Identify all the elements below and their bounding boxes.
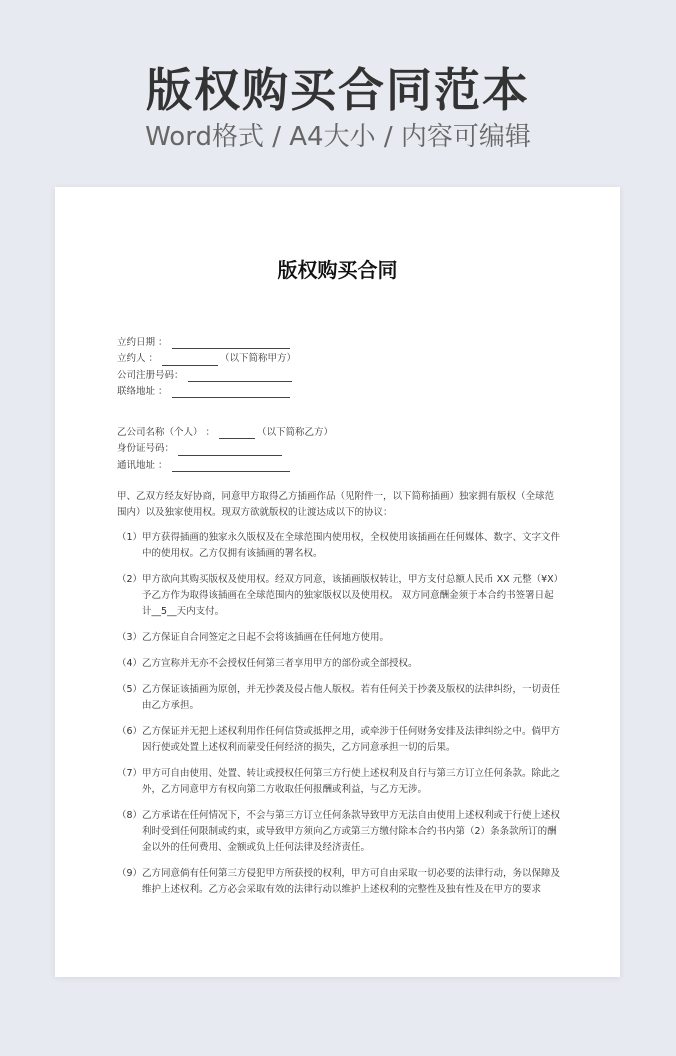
clause-number: （2） [117, 574, 143, 585]
clause-text: 乙方保证自合同签定之日起不会将该插画在任何地方使用。 [142, 632, 390, 643]
clause-number: （7） [117, 768, 143, 779]
banner-title: 版权购买合同范本 [146, 63, 530, 117]
field-blank [162, 355, 218, 366]
clause-item [117, 866, 563, 898]
field-label: 联络地址 ： [117, 385, 168, 397]
field-blank [172, 338, 290, 349]
clause-item [117, 530, 563, 562]
clause-item [117, 630, 563, 646]
field-blank [172, 461, 290, 472]
field-row-registration-number [117, 368, 296, 384]
field-row-signing-date [117, 335, 296, 351]
clause-text: 甲方获得插画的独家永久版权及在全球范围内使用权，全权使用该插画在任何媒体、数字、文字文件中的使用权。乙方仅拥有该插画的署名权。 [142, 532, 561, 559]
clause-text: 乙方保证该插画为原创，并无抄袭及侵占他人版权。若有任何关于抄袭及版权的法律纠纷，一切责任由乙方承担。 [142, 684, 561, 711]
field-label: 身份证号码： [117, 443, 175, 455]
field-row-contact-address [117, 384, 296, 400]
clause-item [117, 572, 563, 620]
clause-text: 甲方可自由使用、处置、转让或授权任何第三方行使上述权利及自行与第三方订立任何条款。除此之外，乙方同意甲方有权向第二方收取任何报酬或利益，与乙方无涉。 [142, 768, 561, 795]
field-blank [178, 445, 282, 456]
field-row-id-number [117, 441, 333, 457]
field-label: 通讯地址 ： [117, 459, 168, 471]
clause-number: （8） [117, 810, 143, 821]
party-a-fields [117, 335, 296, 400]
clause-item [117, 682, 563, 714]
clause-text: 乙方同意倘有任何第三方侵犯甲方所获授的权利，甲方可自由采取一切必要的法律行动，务以保障及维护上述权利。乙方必会采取有效的法律行动以维护上述权利的完整性及独有性及在甲方的要求 [142, 868, 561, 895]
intro-paragraph: 甲、乙双方经友好协商，同意甲方取得乙方插画作品（见附件一，以下简称插画）独家拥有版权（全球范围内）以及独家使用权。现双方欲就版权的让渡达成以下的协议： [117, 491, 555, 518]
field-suffix: （以下简称乙方） [257, 427, 334, 438]
clause-number: （4） [117, 658, 143, 669]
clause-item [117, 766, 563, 798]
document-title: 版权购买合同 [277, 258, 398, 282]
party-b-fields [117, 425, 333, 474]
field-suffix: （以下简称甲方） [220, 353, 297, 365]
clause-number: （9） [117, 868, 143, 879]
field-label: 乙公司名称（个人） ： [117, 427, 216, 438]
clause-text: 甲方欲向其购买版权及使用权。经双方同意，该插画版权转让，甲方支付总额人民币 XX 元整（¥X）予乙方作为取得该插画在全球范围内的独家版权以及使用权。 双方同意酬金须于本合约书签署日起计__5__天内支付。 [142, 574, 559, 617]
field-row-party-a [117, 351, 296, 367]
field-blank [172, 387, 290, 398]
field-row-mailing-address [117, 458, 333, 474]
clause-text: 乙方保证并无把上述权利用作任何信贷或抵押之用，或牵涉于任何财务安排及法律纠纷之中。倘甲方因行使或处置上述权利而蒙受任何经济的损失，乙方同意承担一切的后果。 [142, 726, 561, 753]
field-blank [188, 371, 292, 382]
field-label: 公司注册号码： [117, 369, 184, 381]
clause-number: （5） [117, 684, 143, 695]
clause-item [117, 724, 563, 756]
document-page [55, 187, 620, 977]
field-row-party-b-name [117, 425, 333, 441]
clause-text: 乙方宣称并无亦不会授权任何第三者享用甲方的部份或全部授权。 [142, 658, 418, 669]
clause-text: 乙方承诺在任何情况下，不会与第三方订立任何条款导致甲方无法自由使用上述权利或于行使上述权利时受到任何限制或约束，或导致甲方须向乙方或第三方缴付除本合约书内第（2）条条款所订的酬金以外的任何费用、金额或负上任何法律及经济责任。 [142, 810, 561, 853]
field-label: 立约日期 ： [117, 337, 168, 348]
banner-subtitle: Word格式 / A4大小 / 内容可编辑 [145, 122, 531, 152]
clause-list [117, 530, 563, 908]
clause-number: （1） [117, 532, 143, 543]
clause-number: （3） [117, 632, 143, 643]
field-label: 立约人 ： [117, 353, 159, 365]
clause-item [117, 656, 563, 672]
field-blank [219, 428, 255, 439]
clause-number: （6） [117, 726, 143, 737]
clause-item [117, 808, 563, 856]
